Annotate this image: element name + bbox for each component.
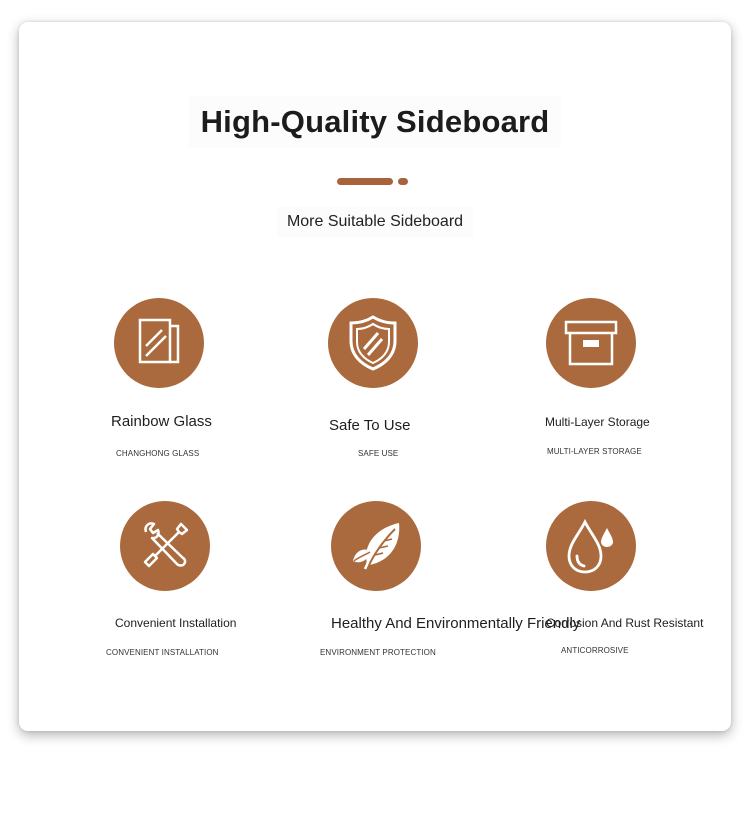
tools-icon <box>120 501 210 591</box>
feature-label: Safe To Use <box>329 417 411 434</box>
feature-sublabel: ANTICORROSIVE <box>561 646 629 655</box>
glass-pane-icon <box>114 298 204 388</box>
water-drop-icon <box>546 501 636 591</box>
subtitle-wrap <box>0 207 750 237</box>
feature-sublabel: CONVENIENT INSTALLATION <box>106 648 219 657</box>
storage-box-icon <box>546 298 636 388</box>
feature-label: Corrosion And Rust Resistant <box>546 616 704 630</box>
title-divider <box>337 178 393 185</box>
feature-sublabel: SAFE USE <box>358 449 399 458</box>
feature-sublabel: CHANGHONG GLASS <box>116 449 200 458</box>
page-subtitle: More Suitable Sideboard <box>277 207 473 237</box>
leaf-icon <box>331 501 421 591</box>
page-title: High-Quality Sideboard <box>189 96 562 148</box>
feature-sublabel: MULTI-LAYER STORAGE <box>547 447 642 456</box>
feature-sublabel: ENVIRONMENT PROTECTION <box>320 648 436 657</box>
feature-label: Healthy And Environmentally Friendly <box>331 615 581 632</box>
feature-label: Convenient Installation <box>115 616 237 630</box>
shield-icon <box>328 298 418 388</box>
title-wrap <box>0 96 750 148</box>
feature-label: Rainbow Glass <box>111 413 212 430</box>
title-divider-dot <box>398 178 408 185</box>
feature-label: Multi-Layer Storage <box>545 415 650 429</box>
